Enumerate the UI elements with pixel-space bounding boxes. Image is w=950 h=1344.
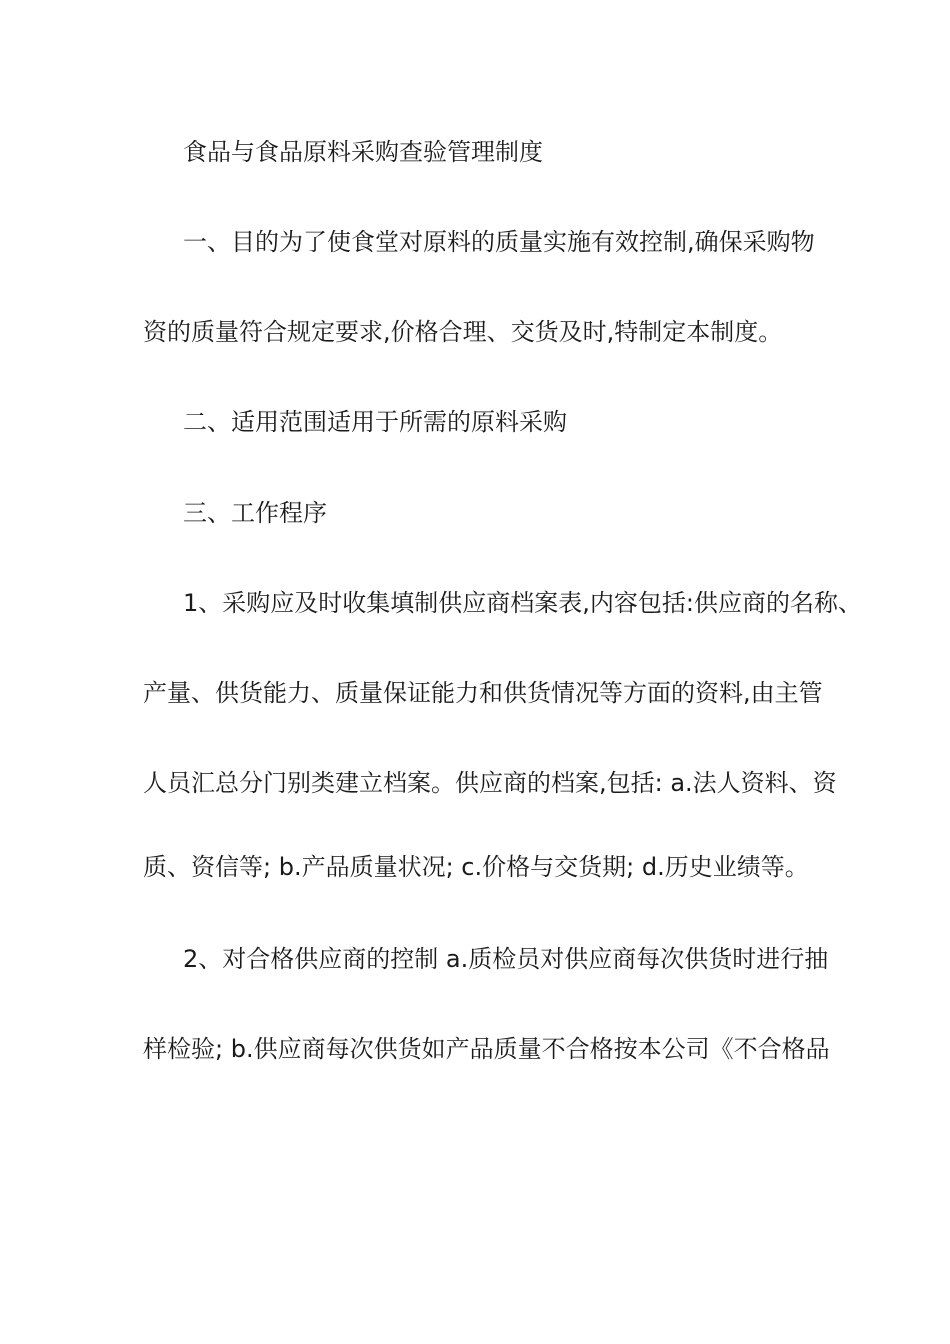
- paragraph-line: 资的质量符合规定要求,价格合理、交货及时,特制定本制度。: [143, 318, 783, 346]
- paragraph-line: 1、采购应及时收集填制供应商档案表,内容包括:供应商的名称、: [183, 589, 862, 617]
- paragraph-line: 质、资信等; b.产品质量状况; c.价格与交货期; d.历史业绩等。: [143, 853, 809, 881]
- section-heading: 二、适用范围适用于所需的原料采购: [183, 408, 567, 436]
- paragraph-line: 一、目的为了使食堂对原料的质量实施有效控制,确保采购物: [183, 228, 815, 256]
- paragraph-line: 样检验; b.供应商每次供货如产品质量不合格按本公司《不合格品: [143, 1035, 830, 1063]
- paragraph-line: 人员汇总分门别类建立档案。供应商的档案,包括: a.法人资料、资: [143, 769, 837, 797]
- document-title: 食品与食品原料采购查验管理制度: [183, 138, 543, 166]
- section-heading: 三、工作程序: [183, 499, 327, 527]
- paragraph-line: 2、对合格供应商的控制 a.质检员对供应商每次供货时进行抽: [183, 945, 829, 973]
- paragraph-line: 产量、供货能力、质量保证能力和供货情况等方面的资料,由主管: [143, 679, 823, 707]
